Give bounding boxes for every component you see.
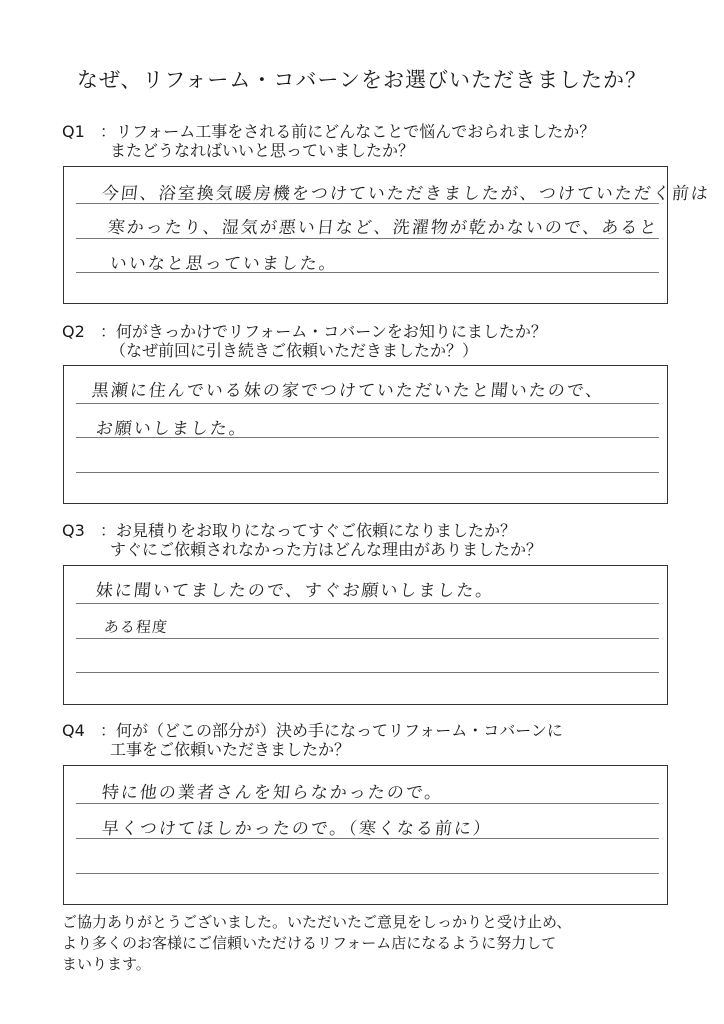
handwritten-answer: 妹に聞いてましたので、すぐお願いしました。 (94, 581, 496, 601)
answer-box-1 (63, 166, 711, 304)
question-1 (62, 122, 682, 160)
ruled-line (76, 238, 659, 239)
question-text-continued: すぐにご依頼されなかった方はどんな理由がありましたか？ (110, 540, 543, 559)
ruled-line (76, 672, 659, 673)
ruled-line (76, 638, 659, 639)
closing-message-line: より多くのお客様にご信頼いただけるリフォーム店になるように努力して (62, 934, 557, 952)
question-text: ：何がきっかけでリフォーム・コバーンをお知りにましたか？ (100, 322, 547, 341)
question-4 (62, 721, 682, 759)
question-number: Q3 (62, 521, 85, 540)
ruled-line (76, 603, 659, 604)
handwritten-answer: 寒かったり、湿気が悪い日など、洗濯物が乾かないので、あると (106, 218, 660, 238)
question-text-continued: （なぜ前回に引き続きご依頼いただきましたか？） (110, 341, 479, 360)
question-text-continued: またどうなればいいと思っていましたか？ (110, 141, 415, 160)
closing-message-line: まいります。 (62, 955, 151, 973)
question-text-continued: 工事をご依頼いただきましたか？ (110, 740, 351, 759)
question-number: Q1 (62, 122, 85, 141)
question-text: ：何が（どこの部分が）決め手になってリフォーム・コバーンに (100, 721, 563, 740)
ruled-line (76, 472, 659, 473)
handwritten-answer: 黒瀬に住んでいる妹の家でつけていただいたと聞いたので、 (90, 381, 606, 401)
handwritten-answer: お願いしました。 (94, 419, 249, 439)
closing-message-line: ご協力ありがとうございました。いただいたご意見をしっかりと受け止め、 (62, 913, 572, 931)
answer-box-3 (63, 565, 668, 705)
answer-box-4 (63, 765, 668, 905)
page-title: なぜ、リフォーム・コバーンをお選びいただきましたか？ (77, 68, 647, 92)
handwritten-answer: 早くつけてほしかったので。（寒くなる前に） (100, 819, 493, 839)
question-number: Q4 (62, 721, 85, 740)
question-3 (62, 521, 682, 559)
question-2 (62, 322, 682, 360)
question-text: ：リフォーム工事をされる前にどんなことで悩んでおられましたか？ (100, 122, 596, 141)
closing-message (62, 912, 682, 975)
question-number: Q2 (62, 322, 85, 341)
handwritten-answer: 今回、浴室換気暖房機をつけていただきましたが、つけていただく前は (100, 184, 711, 204)
ruled-line (76, 403, 659, 404)
handwritten-answer: 特に他の業者さんを知らなかったので。 (100, 783, 445, 803)
ruled-line (76, 803, 659, 804)
question-text: ：お見積りをお取りになってすぐご依頼になりましたか？ (100, 521, 517, 540)
ruled-line (76, 873, 659, 874)
handwritten-answer: いいなと思っていました。 (108, 254, 339, 274)
answer-box-2 (63, 365, 668, 504)
handwritten-insertion-note: ある程度 (103, 618, 169, 636)
